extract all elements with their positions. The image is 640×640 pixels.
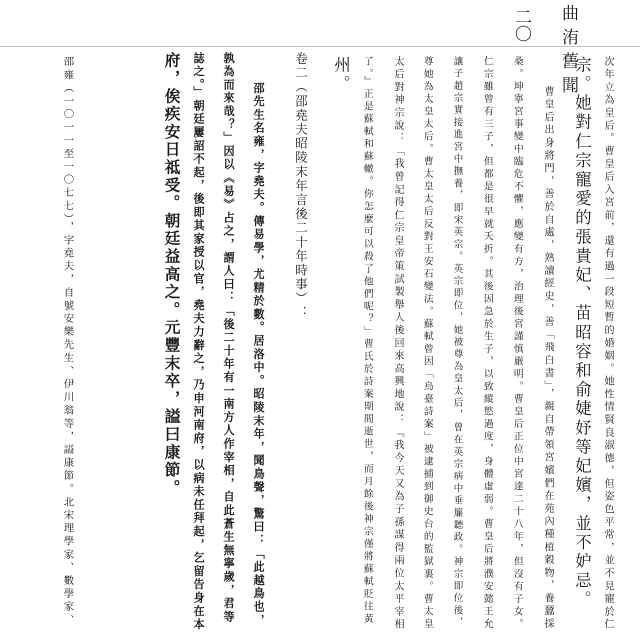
body-line: 曹皇后出身將門，善於自處，熟讀經史，善「飛白書」，親自帶領宮嬪們在苑內種植穀物，養蠶採 — [542, 86, 554, 631]
body-line: 太后對神宗說：「我曾記得仁宗皇帝策試製舉人後回來高興地說：『我今天又為子孫謀得兩位太平宰相 — [392, 56, 404, 632]
body-line: 桑。坤寧宮事變中臨危不懼，應變有方，治理後宮謹慎嚴明。曹皇后正位中宮達二十八年，但沒有子女。 — [511, 56, 523, 631]
running-title: 曲洧舊聞 — [558, 4, 578, 100]
body-line: 讓子趙宗實接進宮中撫養，即宋英宗。英宗即位，她被尊為皇太后，曾在英宗病中垂簾聽政。神宗即位後， — [451, 56, 463, 630]
page-number: 二〇 — [511, 8, 531, 42]
quote-line: 孰為而來哉？」因以《易》占之，謂人曰：「後二十年有一南方人作宰相，自此蒼生無寧歲，君等 — [222, 52, 236, 624]
quote-line: 府，俟疾安日祗受。朝廷益高之。元豐末卒，謚曰康節。 — [162, 52, 181, 497]
body-line: 尊她為太皇太后。曹太皇太后反對王安石變法。蘇軾曾因「烏臺詩案」被逮捕到御史台的監獄裏。曹太皇 — [421, 56, 433, 631]
body-line: 次年立為皇后。曹皇后入宮前，還有過一段短暫的婚姻。她性情賢良淑德，但姿色平常，並不見寵於仁 — [602, 56, 614, 632]
quote-line: 邵先生名雍，字堯夫。傳易學，尤精於數。居洛中。昭陵末年，聞鳥聲，驚曰：「此越鳥也， — [252, 82, 266, 628]
body-line: 宗。她對仁宗寵愛的張貴妃、苗昭容和俞婕妤等妃嬪，並不妒忌。 — [572, 56, 592, 610]
body-line: 仁宗雖曾有三子，但都是很早就夭折。其後因急於生子，以致縱慾過度，身體虛弱。曹皇后將濮安懿王允 — [481, 56, 493, 631]
body-line: 邵雍（一〇一一至一〇七七），字堯夫，自號安樂先生、伊川翁等，謚康節。北宋理學家、數學家、 — [61, 56, 74, 628]
body-line: 了。』正是蘇軾和蘇轍。你怎麼可以殺了他們呢？」曹氏於詩案期間逝世，而月餘後神宗僅將蘇軾貶往黃 — [361, 56, 373, 627]
header-rule — [0, 46, 640, 47]
section-heading: 卷二（邵堯夫昭陵末年言後二十年時事）： — [293, 52, 309, 320]
quote-line: 誌之。」朝廷屢詔不起，後即其家授以官，堯夫力辭之，乃申河南府，以病未任拜起，乞留告身在本 — [192, 52, 206, 632]
body-line: 州。 — [331, 56, 351, 95]
